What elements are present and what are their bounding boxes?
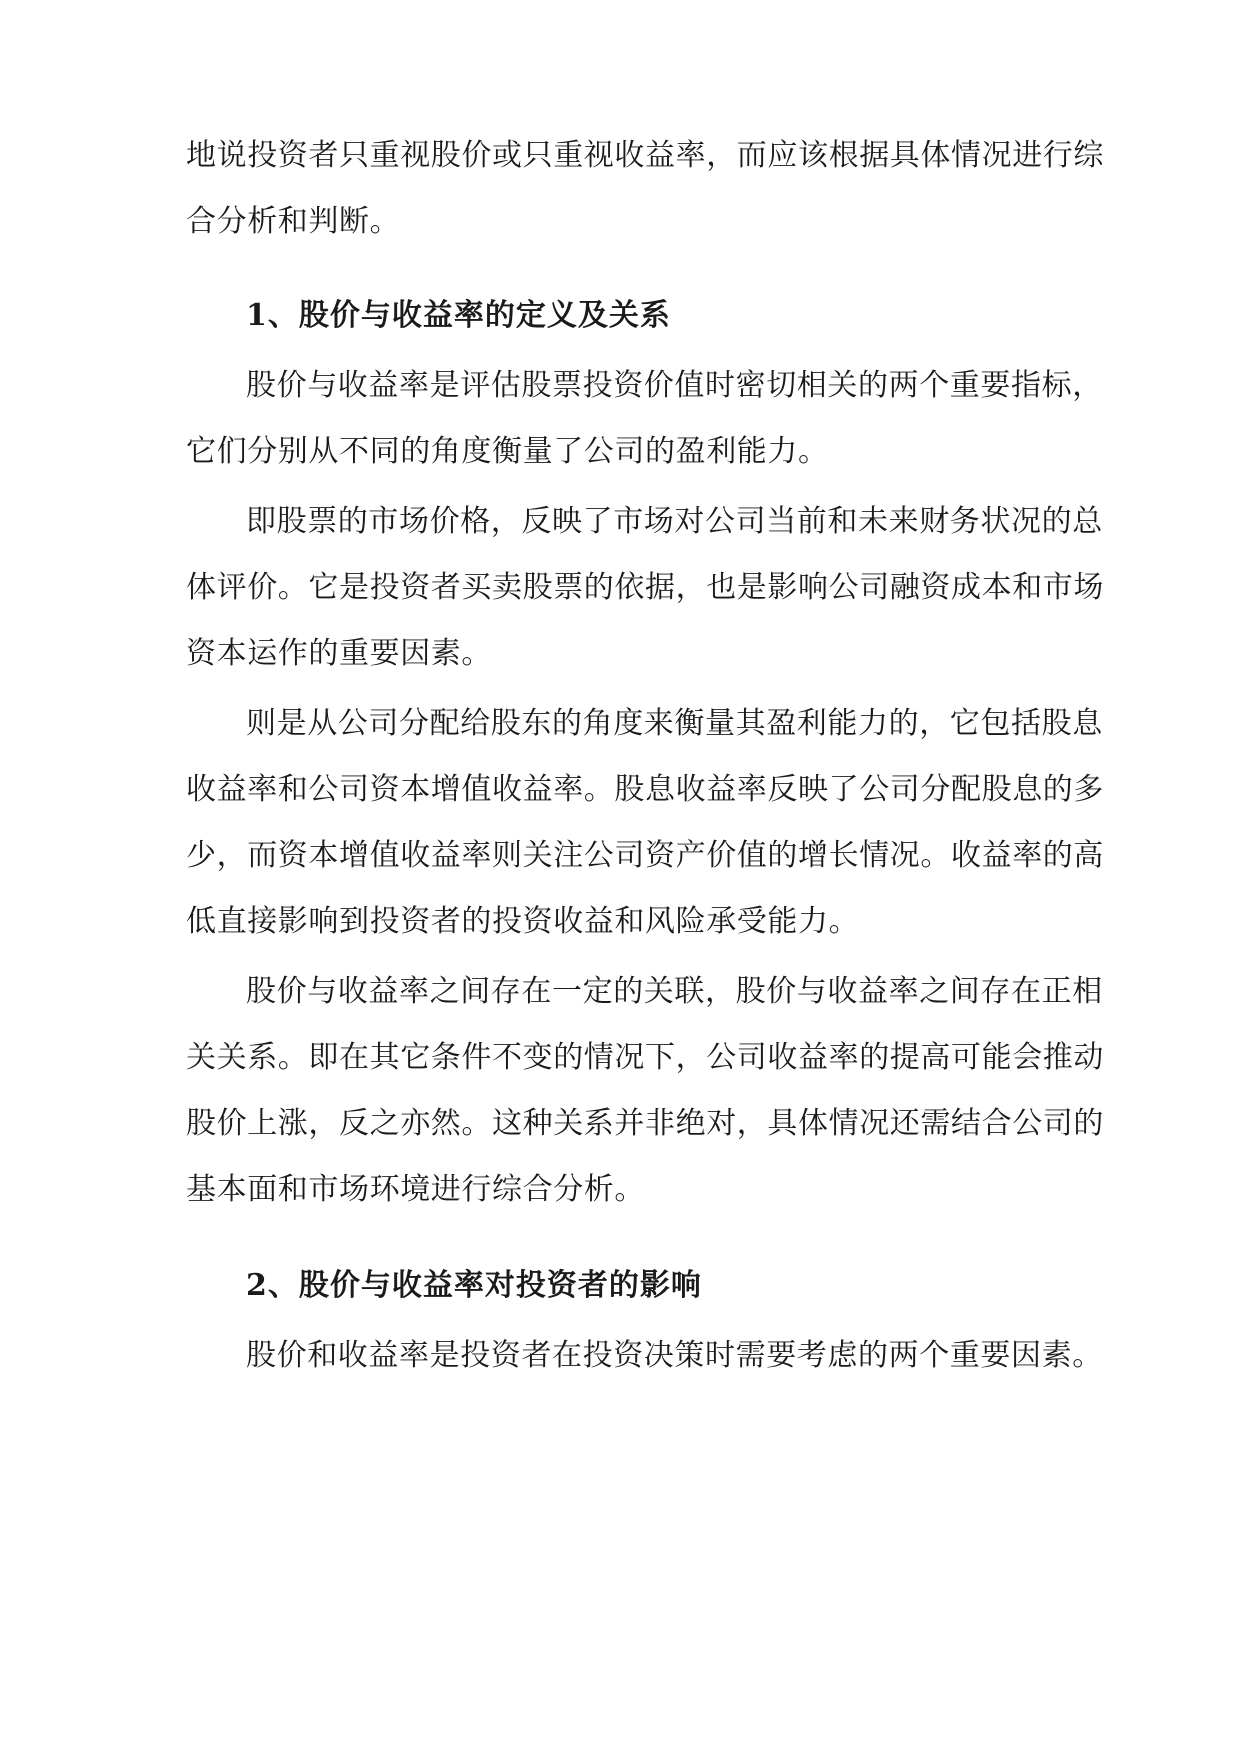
s1-p1-line-2: 它们分别从不同的角度衡量了公司的盈利能力。 [186,434,829,469]
s1-p4-line-3: 股价上涨，反之亦然。这种关系并非绝对，具体情况还需结合公司的 [186,1106,1104,1141]
s1-p4-line-1: 股价与收益率之间存在一定的关联，股价与收益率之间存在正相 [246,974,1103,1009]
s1-p4-line-4: 基本面和市场环境进行综合分析。 [186,1172,645,1207]
intro-line-2: 合分析和判断。 [186,204,401,239]
s1-p3-line-3: 少，而资本增值收益率则关注公司资产价值的增长情况。收益率的高 [186,838,1104,873]
s1-p2-line-1: 即股票的市场价格，反映了市场对公司当前和未来财务状况的总 [246,504,1103,539]
s1-p3-line-1: 则是从公司分配给股东的角度来衡量其盈利能力的，它包括股息 [246,706,1103,741]
s1-p4-line-2: 关关系。即在其它条件不变的情况下，公司收益率的提高可能会推动 [186,1040,1104,1075]
s1-p1-line-1: 股价与收益率是评估股票投资价值时密切相关的两个重要指标， [246,368,1103,403]
intro-line-1: 地说投资者只重视股价或只重视收益率，而应该根据具体情况进行综 [186,138,1104,173]
section-1-heading: 1、股价与收益率的定义及关系 [246,298,671,333]
s1-p2-line-3: 资本运作的重要因素。 [186,636,492,671]
s1-p3-line-2: 收益率和公司资本增值收益率。股息收益率反映了公司分配股息的多 [186,772,1104,807]
s1-p3-line-4: 低直接影响到投资者的投资收益和风险承受能力。 [186,904,860,939]
s1-p2-line-2: 体评价。它是投资者买卖股票的依据，也是影响公司融资成本和市场 [186,570,1104,605]
s2-p1-line-1: 股价和收益率是投资者在投资决策时需要考虑的两个重要因素。 [246,1338,1103,1373]
section-2-heading: 2、股价与收益率对投资者的影响 [246,1268,702,1303]
